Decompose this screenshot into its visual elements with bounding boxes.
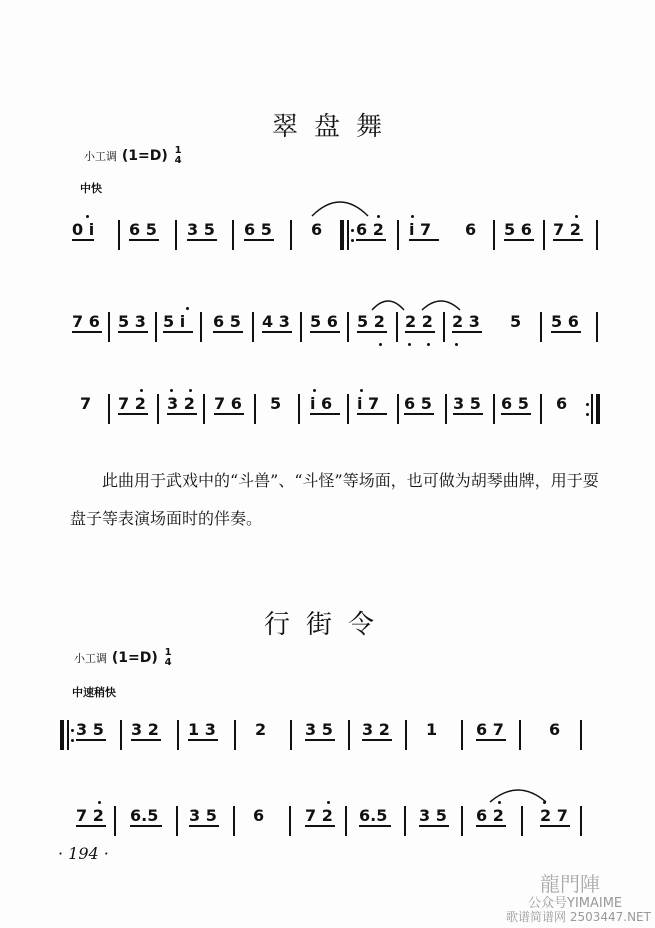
barline: [580, 806, 582, 836]
song-title-2: 行街令: [264, 610, 391, 640]
repeat-dot: [71, 729, 74, 732]
barline: [114, 806, 116, 836]
repeat-dot: [71, 739, 74, 742]
time-bottom: 4: [164, 657, 172, 668]
note-group: 6: [549, 720, 561, 739]
note-underline: [213, 331, 243, 333]
key-value: (1=D): [121, 148, 168, 164]
octave-dot: [313, 389, 316, 392]
note-group: 5: [270, 394, 282, 413]
barline: [233, 806, 235, 836]
barline: [118, 220, 120, 250]
barline: [345, 806, 347, 836]
barline: [461, 720, 463, 750]
note-underline: [76, 739, 106, 741]
note-underline: [189, 825, 219, 827]
barline: [519, 720, 521, 750]
key-signature-2: [74, 648, 172, 668]
barline: [540, 394, 542, 424]
note-underline: [540, 825, 570, 827]
description-paragraph: 此曲用于武戏中的“斗兽”、“斗怪”等场面，也可做为胡琴曲牌，用于耍盘子等表演场面时的伴奏。: [70, 471, 599, 528]
barline: [493, 394, 495, 424]
staff-4: [0, 718, 655, 758]
note-group: 5 6: [504, 220, 532, 239]
key-name: 小工调: [84, 150, 117, 163]
note-underline: [362, 739, 392, 741]
octave-dot: [408, 343, 411, 346]
note-group: 7 6: [214, 394, 242, 413]
octave-dot: [170, 389, 173, 392]
barline: [298, 394, 300, 424]
note-underline: [452, 331, 482, 333]
barline: [445, 394, 447, 424]
note-group: 3 5: [187, 220, 215, 239]
barline: [289, 806, 291, 836]
octave-dot: [377, 215, 380, 218]
barline: [232, 220, 234, 250]
note-group: 3 5: [189, 806, 217, 825]
note-group: 6: [465, 220, 477, 239]
note-underline: [453, 413, 483, 415]
note-group: 5 6: [551, 312, 579, 331]
tempo-marking-2: 中速稍快: [72, 686, 116, 699]
tie-arc: [310, 194, 370, 218]
page-number: · 194 ·: [58, 844, 109, 863]
barline: [521, 806, 523, 836]
barline: [120, 720, 122, 750]
note-group: 5 2: [357, 312, 385, 331]
note-underline: [357, 413, 387, 415]
repeat-thick-bar: [596, 394, 600, 424]
barline: [580, 720, 582, 750]
barline: [404, 806, 406, 836]
barline: [596, 312, 598, 342]
note-underline: [404, 413, 434, 415]
note-underline: [409, 239, 439, 241]
note-group: 6: [556, 394, 568, 413]
staff-5: [0, 804, 655, 844]
barline: [396, 312, 398, 342]
note-group: 6.5: [130, 806, 159, 825]
note-group: 0 i: [72, 220, 95, 239]
note-group: 3 5: [453, 394, 481, 413]
note-underline: [504, 239, 534, 241]
note-group: 6 2: [356, 220, 384, 239]
note-group: 7: [80, 394, 92, 413]
barline: [234, 720, 236, 750]
barline: [493, 220, 495, 250]
barline: [254, 394, 256, 424]
octave-dot: [455, 343, 458, 346]
octave-dot: [140, 389, 143, 392]
note-group: 7 2: [305, 806, 333, 825]
note-group: 7 2: [553, 220, 581, 239]
tie-arc: [488, 784, 548, 804]
note-underline: [188, 739, 218, 741]
note-underline: [167, 413, 197, 415]
note-group: i 7: [357, 394, 380, 413]
barline: [175, 220, 177, 250]
note-group: 1 3: [188, 720, 216, 739]
note-underline: [214, 413, 244, 415]
note-group: 2 2: [405, 312, 433, 331]
barline: [348, 720, 350, 750]
barline: [155, 312, 157, 342]
note-group: i 6: [310, 394, 333, 413]
note-group: 5 6: [310, 312, 338, 331]
tie-arc: [370, 296, 406, 312]
barline: [108, 394, 110, 424]
watermark-logo: 龍門陣: [540, 872, 600, 896]
octave-dot: [575, 215, 578, 218]
note-group: 2 3: [452, 312, 480, 331]
octave-dot: [411, 215, 414, 218]
note-group: 6 5: [213, 312, 241, 331]
note-underline: [476, 825, 506, 827]
note-underline: [187, 239, 217, 241]
repeat-dot: [586, 403, 589, 406]
octave-dot: [98, 801, 101, 804]
note-underline: [476, 739, 506, 741]
repeat-thin-bar: [591, 394, 593, 424]
barline: [347, 312, 349, 342]
note-group: 3 5: [76, 720, 104, 739]
barline: [176, 806, 178, 836]
staff-2: [0, 310, 655, 350]
note-group: 7 6: [72, 312, 100, 331]
octave-dot: [543, 801, 546, 804]
key-signature-1: [84, 146, 182, 166]
barline: [443, 312, 445, 342]
barline: [108, 312, 110, 342]
tempo-marking-1: 中快: [80, 182, 102, 195]
barline: [596, 220, 598, 250]
note-underline: [553, 239, 583, 241]
note-group: 6 5: [404, 394, 432, 413]
note-group: 3 2: [167, 394, 195, 413]
note-group: 3 2: [362, 720, 390, 739]
song-title-1: 翠盘舞: [272, 112, 399, 142]
tie-arc: [420, 296, 462, 312]
barline: [252, 312, 254, 342]
note-underline: [419, 825, 449, 827]
note-group: 6 5: [501, 394, 529, 413]
octave-dot: [186, 307, 189, 310]
note-underline: [310, 331, 340, 333]
key-value: (1=D): [111, 650, 158, 666]
note-group: 5 3: [118, 312, 146, 331]
repeat-thin-bar: [67, 720, 69, 750]
note-group: 6: [253, 806, 265, 825]
note-underline: [163, 331, 193, 333]
barline: [290, 720, 292, 750]
note-underline: [72, 239, 94, 241]
note-group: i 7: [409, 220, 432, 239]
note-group: 6 2: [476, 806, 504, 825]
time-signature: [175, 146, 182, 166]
repeat-dot: [351, 229, 354, 232]
octave-dot: [379, 343, 382, 346]
note-group: 3 2: [131, 720, 159, 739]
note-group: 6 7: [476, 720, 504, 739]
note-underline: [551, 331, 581, 333]
barline: [290, 220, 292, 250]
time-bottom: 4: [174, 155, 182, 166]
note-group: 6 5: [244, 220, 272, 239]
note-group: 4 3: [262, 312, 290, 331]
key-name: 小工调: [74, 652, 107, 665]
barline: [157, 394, 159, 424]
note-underline: [405, 331, 435, 333]
barline: [405, 720, 407, 750]
watermark-line-1: 公众号YIMAIME: [528, 896, 623, 911]
note-group: 3 5: [419, 806, 447, 825]
note-group: 5 i: [163, 312, 186, 331]
repeat-dot: [586, 413, 589, 416]
note-group: 2: [255, 720, 267, 739]
staff-1: [0, 218, 655, 258]
note-group: 5: [510, 312, 522, 331]
barline: [543, 220, 545, 250]
note-underline: [72, 331, 102, 333]
note-group: 6: [311, 220, 323, 239]
barline: [347, 394, 349, 424]
note-underline: [76, 825, 106, 827]
octave-dot: [86, 215, 89, 218]
repeat-thin-bar: [347, 220, 349, 250]
repeat-thick-bar: [340, 220, 344, 250]
time-top: 1: [164, 647, 172, 658]
repeat-dot: [351, 239, 354, 242]
note-group: 1: [426, 720, 438, 739]
repeat-thick-bar: [60, 720, 64, 750]
note-underline: [305, 825, 335, 827]
note-group: 7 2: [118, 394, 146, 413]
note-group: 6 5: [129, 220, 157, 239]
note-underline: [129, 239, 159, 241]
note-group: 2 7: [540, 806, 568, 825]
note-underline: [357, 331, 387, 333]
time-top: 1: [174, 145, 182, 156]
note-underline: [501, 413, 531, 415]
octave-dot: [427, 343, 430, 346]
note-underline: [262, 331, 292, 333]
note-underline: [310, 413, 340, 415]
note-underline: [305, 739, 335, 741]
note-underline: [130, 825, 162, 827]
watermark-line-2: 歌谱简谱网 2503447.NET: [506, 910, 651, 924]
note-underline: [118, 413, 148, 415]
barline: [397, 394, 399, 424]
time-signature: [165, 648, 172, 668]
note-underline: [118, 331, 148, 333]
staff-3: [0, 392, 655, 432]
barline: [177, 720, 179, 750]
barline: [200, 312, 202, 342]
barline: [397, 220, 399, 250]
octave-dot: [360, 389, 363, 392]
octave-dot: [189, 389, 192, 392]
note-underline: [244, 239, 274, 241]
barline: [461, 806, 463, 836]
note-underline: [359, 825, 391, 827]
note-group: 3 5: [305, 720, 333, 739]
octave-dot: [327, 801, 330, 804]
barline: [203, 394, 205, 424]
note-group: 6.5: [359, 806, 388, 825]
barline: [540, 312, 542, 342]
note-underline: [356, 239, 386, 241]
note-underline: [131, 739, 161, 741]
barline: [300, 312, 302, 342]
note-group: 7 2: [76, 806, 104, 825]
